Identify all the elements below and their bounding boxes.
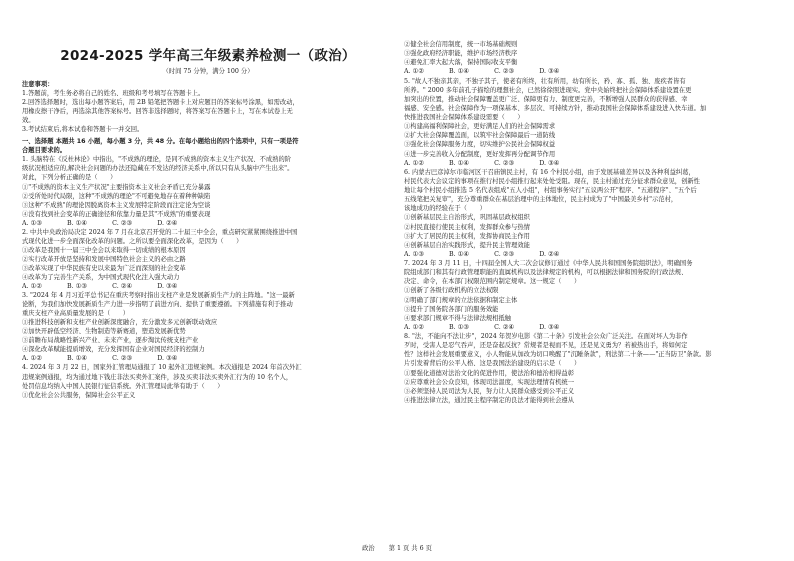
note-line: 用橡皮擦干净后，再选涂其他答案标号。回答非选择题时，将答案写在答题卡上，写在本试卷上无 <box>22 108 293 116</box>
question-line: ④推进法律立法，通过民主程序制定的良法才能得到社会遵从 <box>404 396 575 404</box>
exam-time-note: （时间 75 分钟，满分 100 分） <box>162 68 254 75</box>
question-line: ①要强化道德对法治文化的促进作用，使法治和德治相得益彰 <box>404 369 575 377</box>
note-line: 效。 <box>22 117 35 125</box>
question-line: ②健全社会信用制度，统一市场基础规则 <box>404 41 518 48</box>
question-line: 3. "2024 年 4 月习近平总书记在重庆考察时指出支柱产业是发展新质生产力的主阵地。"这一最新 <box>22 292 295 300</box>
question-line: 2. 中共中央政治局决定 2024 年 7 月在北京召开党的二十届三中全会，重点研究紧紧围绕推进中国 <box>22 228 298 236</box>
left-column <box>22 80 394 400</box>
question-line: ②受所处时代局限，这种"不成熟的理论"不可避免地存在着种种缺陷 <box>22 192 211 200</box>
notes-list <box>22 89 394 134</box>
page-footer <box>0 543 794 552</box>
question-line: 6. 内蒙古巴彦淖尔市临河区干召庙镇民主村，有 16 个村民小组，由于发展基础差异以及各种利益纠葛， <box>404 168 695 176</box>
question-line: ③前瞻布局战略性新兴产业、未来产业，逐步淘汰传统支柱产业 <box>22 337 199 345</box>
right-question-lines <box>404 40 776 405</box>
question-line: ①改革是我国十一届三中全会以来取得一切成绩的根本原因 <box>22 246 186 254</box>
left-question-lines <box>22 155 394 399</box>
question-line: ①推进科技创新和支柱产业创新深度融合，充分激发多元创新联动效应 <box>22 319 218 327</box>
question-line: 级状况相适应的,解决社会问题的办法还隐藏在不发达的经济关系中,所以只有从头脑中产生出来"。 <box>22 165 294 173</box>
question-line: 5. "故人不独亲其亲，不独子其子，使老有所终，壮有所用，幼有所长，矜、寡、孤、独、废疾者皆有 <box>404 77 686 85</box>
question-line: 快推进我国社会保障体系建设需要（ ） <box>404 114 524 121</box>
question-line: ③提升了国务院各部门的服务效能 <box>404 305 499 313</box>
question-line: ②加快开辟低空经济、生物制造等新赛道，塑造发展新优势 <box>22 328 186 336</box>
question-line: 歹时，受害人是忍气吞声，还是奋起反抗？常规者是视而不见，还是见义勇为？若被热出手，将如何定 <box>404 342 688 350</box>
question-line: ②明确了部门规章的立法依据和制定主体 <box>404 296 518 304</box>
question-line: ②扩大社会保障覆盖面，以筑牢社会保障最后一道防线 <box>404 132 556 140</box>
question-line: 片引发着背后的公平人格、这是我国法治建设的启示是（ ） <box>404 360 581 368</box>
question-line: 违规案例通报，均为通过地下钱庄非法买卖外汇案件，涉及买卖非法买卖外汇行为的 10 名个人， <box>22 373 293 381</box>
question-line: 所养。" 2000 多年前孔子描绘的理想社会，已然徐徐照进现实。党中央始终把社会保障体系建设置在更 <box>404 86 692 94</box>
question-line: A. ①② B. ①④ C. ②③ D. ③④ <box>404 68 560 76</box>
question-line: A. ①② B. ①④ C. ②③ D. ③④ <box>22 355 178 363</box>
question-line: 4. 2024 年 3 月 22 日，国家外汇管理局通报了 10 起外汇违规案例。本次通报是 2024 年首次外汇 <box>22 364 302 372</box>
question-line: ①创新基层民主自治形式，巩固基层政权组织 <box>404 214 530 222</box>
footer-page-number: 第 1 页 共 6 页 <box>388 545 432 552</box>
question-line: ①创新了各级行政机构的立法权限 <box>404 287 499 295</box>
question-line: 性？这样社会发展重要意义，小人物能从加改为切口唤醒了"沉睡条款"，刑法第二十条——"正当防卫"条款。影 <box>404 351 712 359</box>
question-line: 论断，为我们加快发展新质生产力进一步指明了前进方向、提供了重要遵循。下列措施有利于推动 <box>22 301 293 309</box>
question-line: 对此，下列分析正确的是（ ） <box>22 174 117 182</box>
question-line: 式现代化进一步全面深化改革的问题。之所以要全面深化改革，是因为（ ） <box>22 237 243 245</box>
question-line: A. ①③ B. ①④ C. ②③ D. ②④ <box>22 219 178 227</box>
question-line: 7. 2024 年 3 月 11 日，十四届全国人大二次会议修订通过《中华人民共和国国务院组织法》，明确国务 <box>404 260 693 267</box>
question-line: 加突出的位置，推动社会保障覆盖更广泛、保障更有力、制度更完善，不断增强人民群众的获得感、幸 <box>404 95 688 103</box>
question-line: ④改革为了完善生产关系，为中国式现代化注入强大动力 <box>22 273 180 281</box>
question-line: ①"不成熟的资本主义生产状况"主要指资本主义社会矛盾已充分暴露 <box>22 183 211 191</box>
page-title: 2024-2025 学年高三年级素养检测一（政治） <box>60 48 356 64</box>
question-line: ④深化改革赋能提质增效，充分发挥国有企业对国民经济的控制力 <box>22 346 205 354</box>
question-line: ③必须坚持人民司法为人民，努力让人民群众感受到公平正义 <box>404 387 575 395</box>
note-line: 2.回答选择题时，选出每小题答案后，用 2B 铅笔把答题卡上对应题目的答案标号涂黑，如需改动， <box>22 99 299 107</box>
section-heading-line1: 一、选择题 本题共 16 小题，每小题 3 分，共 48 分。在每小题给出的四个选项中，只有一项是符 <box>22 138 299 146</box>
question-line: ③强化政府经济职能，维护市场经济秩序 <box>404 50 518 58</box>
note-line: 1.答题前，考生务必将自己的姓名、班级和考号填写在答题卡上。 <box>22 90 205 98</box>
note-line: 3.考试结束后,将本试卷和答题卡一并交回。 <box>22 126 144 134</box>
question-line: ④要求部门规章不得与法律法规相抵触 <box>404 314 512 322</box>
question-line: 8. "法，不能向不法让步"，2024 年贺岁电影《第二十条》引发社会公众广泛关注。在面对坏人为非作 <box>404 333 688 340</box>
question-line: A. ①② B. ①④ C. ②③ D. ③④ <box>404 159 560 167</box>
question-line: ④没有找到社会变革的正确途径和依靠力量是其"不成熟"的重要表现 <box>22 210 211 218</box>
notes-heading: 注意事项： <box>22 81 54 88</box>
question-line: ③扩大了居民的民主权利，发挥协商民主作用 <box>404 232 530 240</box>
question-line: ④避免汇率大起大落，保持国际收支平衡 <box>404 59 518 67</box>
question-line: 该地成功的经验在于（ ） <box>404 205 486 213</box>
question-line: 决定、命令，在本部门权限范围内制定规章。这一规定（ ） <box>404 278 581 286</box>
question-line: 五线笔把关复审"，充分尊重群众在基层治理中的主体地位，民主村成为了"中国最美乡村"示范村， <box>404 196 678 204</box>
question-line: ②应尊重社会公众良知，体现司法温度，实现法理情有机统一 <box>404 378 575 386</box>
question-line: ②实行改革开放是坚持和发展中国特色社会主义的必由之路 <box>22 255 186 263</box>
question-line: ③这种"不成熟"的理论因脱离资本主义发展特定阶段而注定论为空谈 <box>22 201 211 209</box>
footer-subject: 政治 <box>362 545 375 552</box>
question-line: ④创新基层自治实践形式，提升民主管理效能 <box>404 241 530 249</box>
question-line: ①构建高福利保障社会，更好满足人们的社会保障需求 <box>404 123 556 131</box>
question-line: 地让每个村民小组推选 5 名代表组成"五人小组"，村组事务实行"五议两公开"程序、"五道程序"、"五个后 <box>404 187 697 194</box>
question-line: 院组成部门和其有行政管理职能的直属机构以及法律规定的机构，可以根据法律和国务院的行政法规、 <box>404 269 688 277</box>
question-line: ③改革实现了中华民族有史以来最为广泛而深刻的社会变革 <box>22 264 186 272</box>
question-line: 处罚信息均纳入中国人民银行征信系统。外汇管理局此举有助于（ ） <box>22 382 224 390</box>
question-line: A. ①② B. ①③ C. ②④ D. ③④ <box>22 283 178 291</box>
question-line: 村民代表大会议定的事项在推行村民小组推行起来处处受阻。现在，民主村通过充分征求群众意见，创新性 <box>404 177 700 185</box>
question-line: ①优化社会公共服务，保障社会公平正义 <box>22 391 136 399</box>
question-line: A. ①③ B. ①④ C. ②③ D. ②④ <box>404 250 560 258</box>
section-heading-line2: 合题目要求的。 <box>22 147 67 155</box>
question-line: ②村民直接行使民主权利，发挥群众参与热情 <box>404 223 530 231</box>
question-line: ④进一步完善收入分配制度，更好发挥再分配调节作用 <box>404 150 556 158</box>
question-line: 福感、安全感。社会保障作为一项保基本、多层次、可持续方针，推动我国社会保障体系建设进入快车道。加 <box>404 104 707 112</box>
question-line: 重庆支柱产业高质量发展的是（ ） <box>22 310 130 318</box>
right-column <box>404 40 776 405</box>
question-line: A. ①② B. ①③ C. ②④ D. ③④ <box>404 323 560 331</box>
question-line: 1. 头脑特在《反杜林论》中指出，"不成熟的理论，是同不成熟的资本主义生产状况、不成熟的阶 <box>22 156 292 164</box>
question-line: ③强化社会保障服务力度，切实维护公民社会保障权益 <box>404 141 556 149</box>
